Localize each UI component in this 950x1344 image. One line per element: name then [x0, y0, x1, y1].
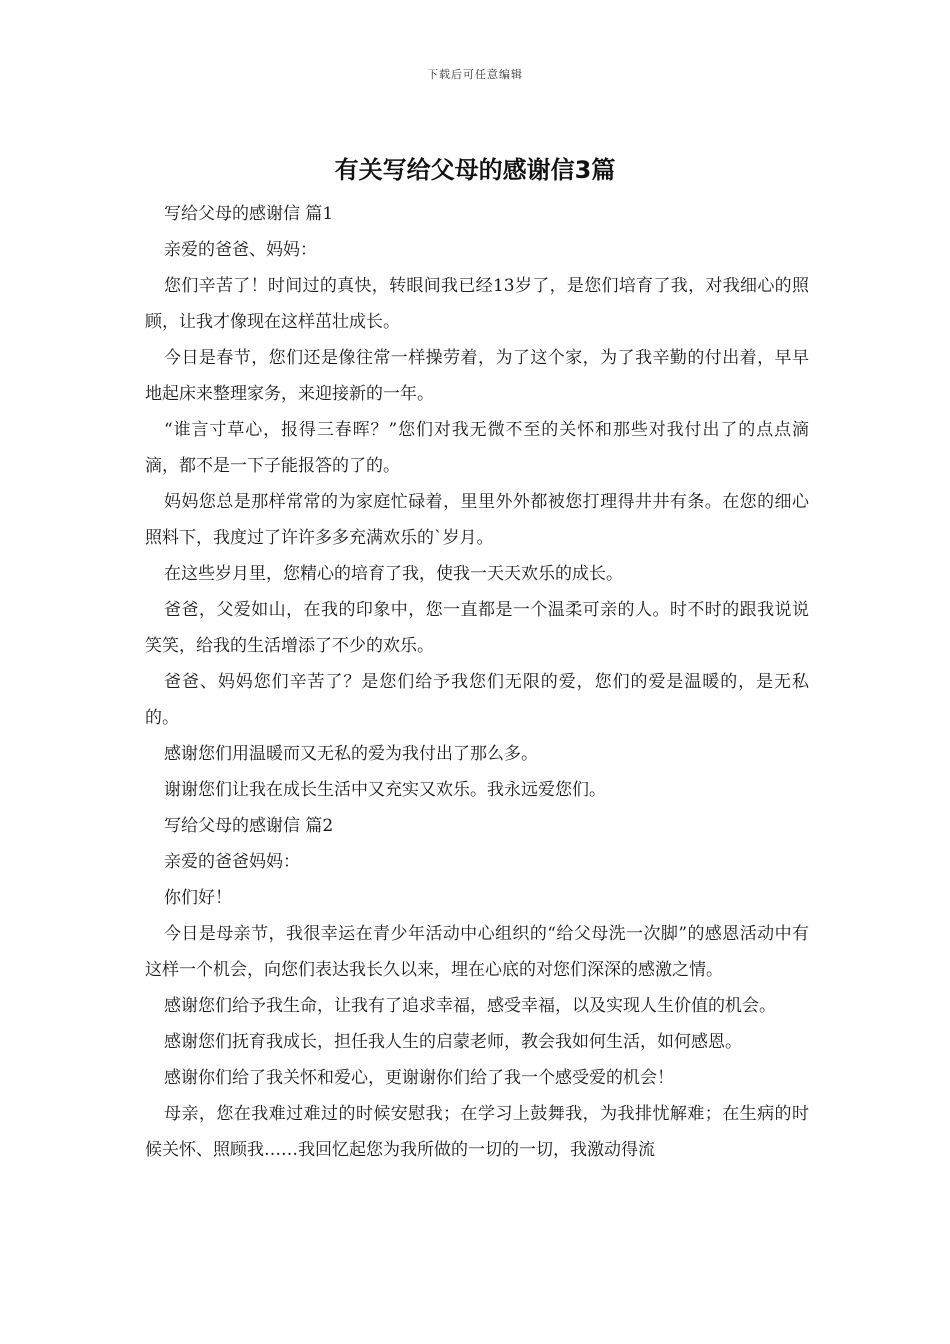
paragraph: 您们辛苦了！时间过的真快，转眼间我已经13岁了，是您们培育了我，对我细心的照顾，让我才像现在这样茁壮成长。 — [145, 276, 809, 332]
paragraph: 今日是春节，您们还是像往常一样操劳着，为了这个家，为了我辛勤的付出着，早早地起床来整理家务，来迎接新的一年。 — [145, 348, 809, 404]
section-heading: 写给父母的感谢信 篇1 — [164, 204, 334, 224]
document-body — [145, 196, 809, 1168]
paragraph: 感谢您们给予我生命，让我有了追求幸福，感受幸福，以及实现人生价值的机会。 — [164, 996, 776, 1016]
paragraph: 感谢您们用温暖而又无私的爱为我付出了那么多。 — [164, 744, 538, 764]
salutation: 亲爱的爸爸妈妈： — [164, 852, 300, 872]
paragraph: 妈妈您总是那样常常的为家庭忙碌着，里里外外都被您打理得井井有条。在您的细心照料下，我度过了许许多多充满欢乐的`岁月。 — [145, 492, 809, 548]
salutation: 亲爱的爸爸、妈妈： — [164, 240, 317, 260]
page-header-note: 下载后可任意编辑 — [427, 68, 523, 81]
document-title: 有关写给父母的感谢信3篇 — [334, 156, 616, 184]
paragraph: 谢谢您们让我在成长生活中又充实又欢乐。我永远爱您们。 — [164, 780, 606, 800]
paragraph: 在这些岁月里，您精心的培育了我，使我一天天欢乐的成长。 — [164, 564, 623, 584]
paragraph: 感谢您们抚育我成长，担任我人生的启蒙老师，教会我如何生活，如何感恩。 — [164, 1032, 742, 1052]
paragraph: 爸爸、妈妈您们辛苦了？是您们给予我您们无限的爱，您们的爱是温暖的，是无私的。 — [145, 672, 809, 728]
paragraph: 感谢你们给了我关怀和爱心，更谢谢你们给了我一个感受爱的机会！ — [164, 1068, 674, 1088]
greeting: 你们好！ — [164, 888, 232, 908]
paragraph: “谁言寸草心，报得三春晖？”您们对我无微不至的关怀和那些对我付出了的点点滴滴，都不是一下子能报答的了的。 — [145, 420, 809, 476]
paragraph: 今日是母亲节，我很幸运在青少年活动中心组织的“给父母洗一次脚”的感恩活动中有这样一个机会，向您们表达我长久以来，埋在心底的对您们深深的感激之情。 — [145, 924, 809, 980]
paragraph: 爸爸，父爱如山，在我的印象中，您一直都是一个温柔可亲的人。时不时的跟我说说笑笑，给我的生活增添了不少的欢乐。 — [145, 600, 809, 656]
paragraph: 母亲，您在我难过难过的时候安慰我；在学习上鼓舞我，为我排忧解难；在生病的时候关怀、照顾我……我回忆起您为我所做的一切的一切，我激动得流 — [145, 1104, 809, 1160]
section-heading: 写给父母的感谢信 篇2 — [164, 816, 334, 836]
